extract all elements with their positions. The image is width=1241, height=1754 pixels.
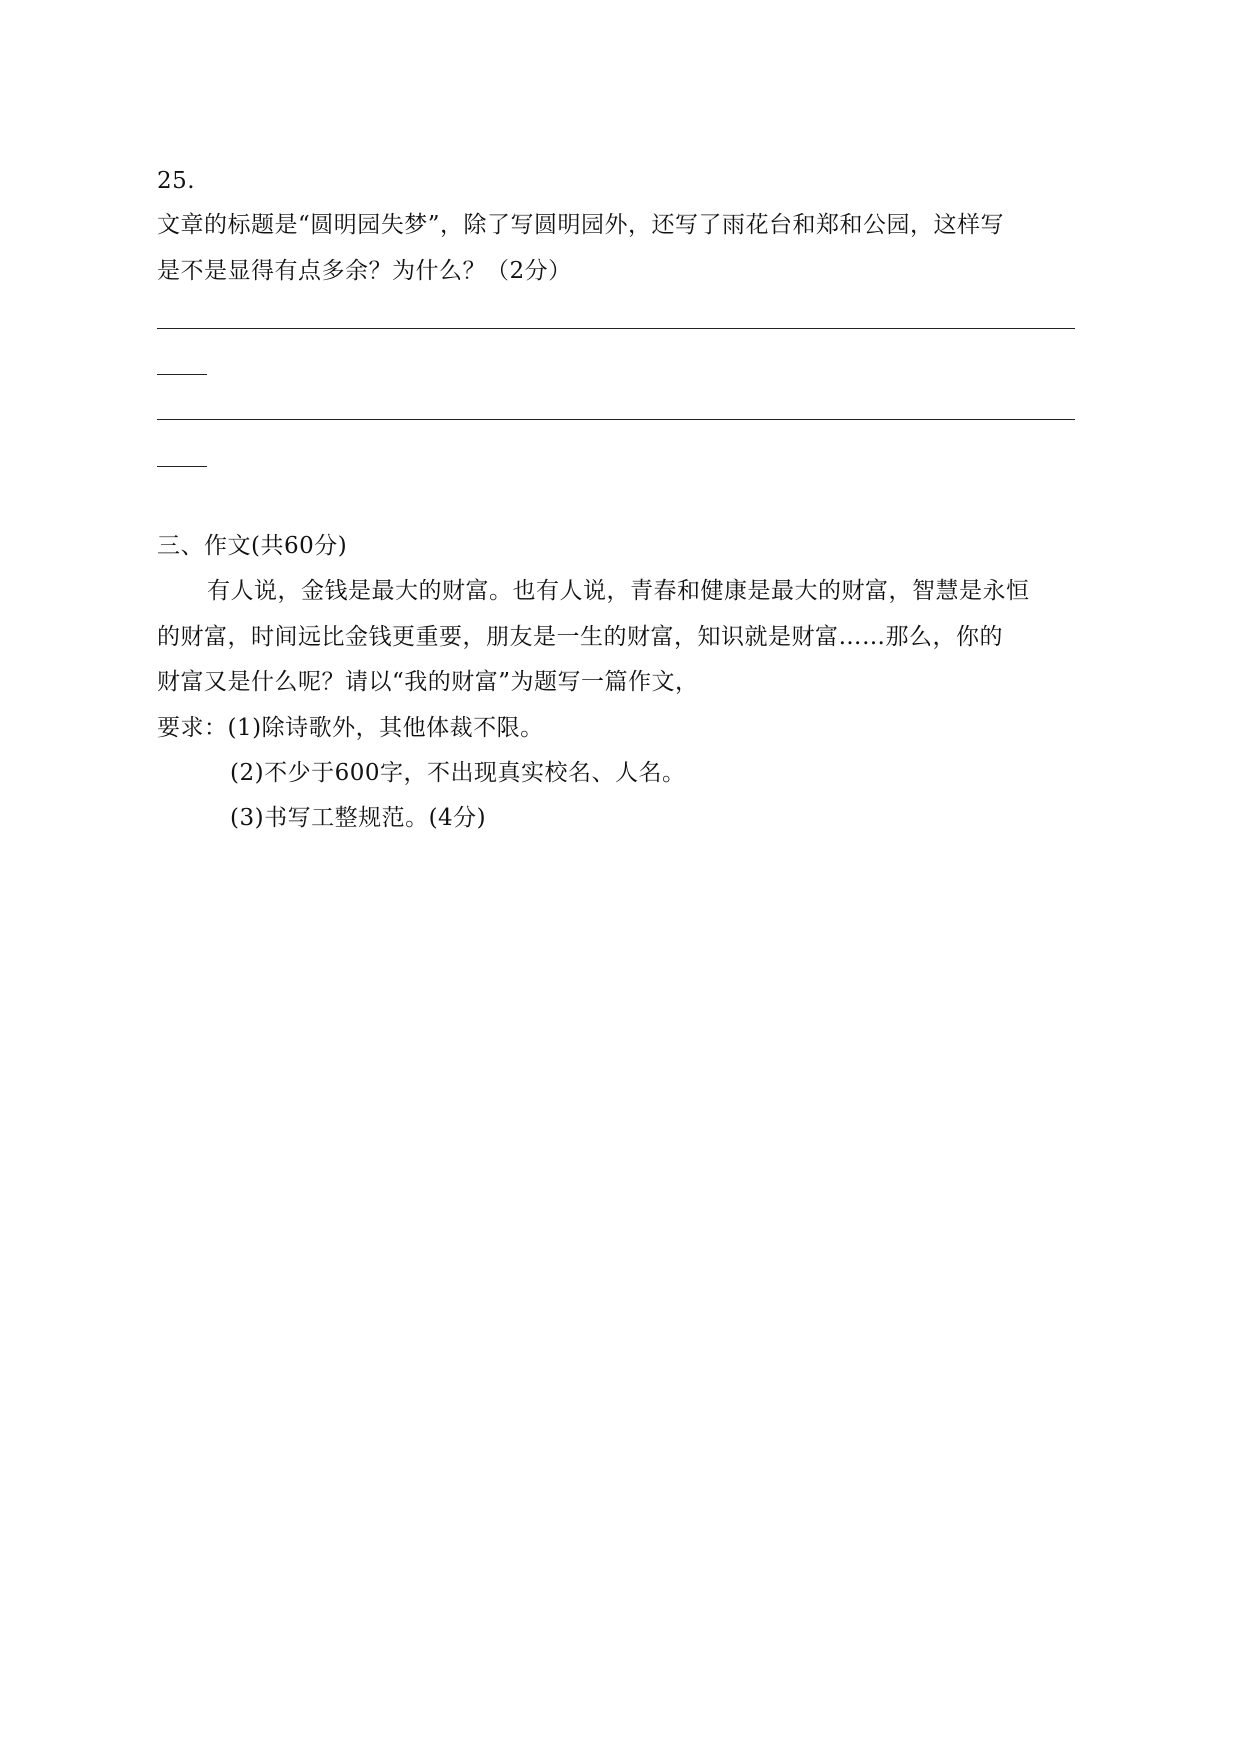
essay-prompt-line-1: 有人说，金钱是最大的财富。也有人说，青春和健康是最大的财富，智慧是永恒	[207, 578, 1030, 604]
essay-prompt-line-2: 的财富，时间远比金钱更重要，朋友是一生的财富，知识就是财富……那么，你的	[157, 624, 1003, 650]
question-number: 25.	[157, 168, 196, 194]
essay-prompt-line-3: 财富又是什么呢？请以“我的财富”为题写一篇作文，	[157, 669, 699, 695]
answer-line-1	[157, 328, 1075, 329]
requirement-3: (3)书写工整规范。(4分)	[230, 805, 487, 831]
question-text-line-1: 文章的标题是“圆明园失梦”，除了写圆明园外，还写了雨花台和郑和公园，这样写	[157, 212, 1005, 238]
section-heading: 三、作文(共60分)	[157, 533, 348, 559]
answer-line-2-continuation	[157, 466, 207, 467]
requirement-1: 要求：(1)除诗歌外，其他体裁不限。	[157, 715, 544, 741]
question-text-line-2: 是不是显得有点多余？为什么？（2分）	[157, 258, 572, 284]
answer-line-1-continuation	[157, 374, 207, 375]
answer-line-2	[157, 419, 1075, 420]
requirement-2: (2)不少于600字，不出现真实校名、人名。	[230, 760, 686, 786]
